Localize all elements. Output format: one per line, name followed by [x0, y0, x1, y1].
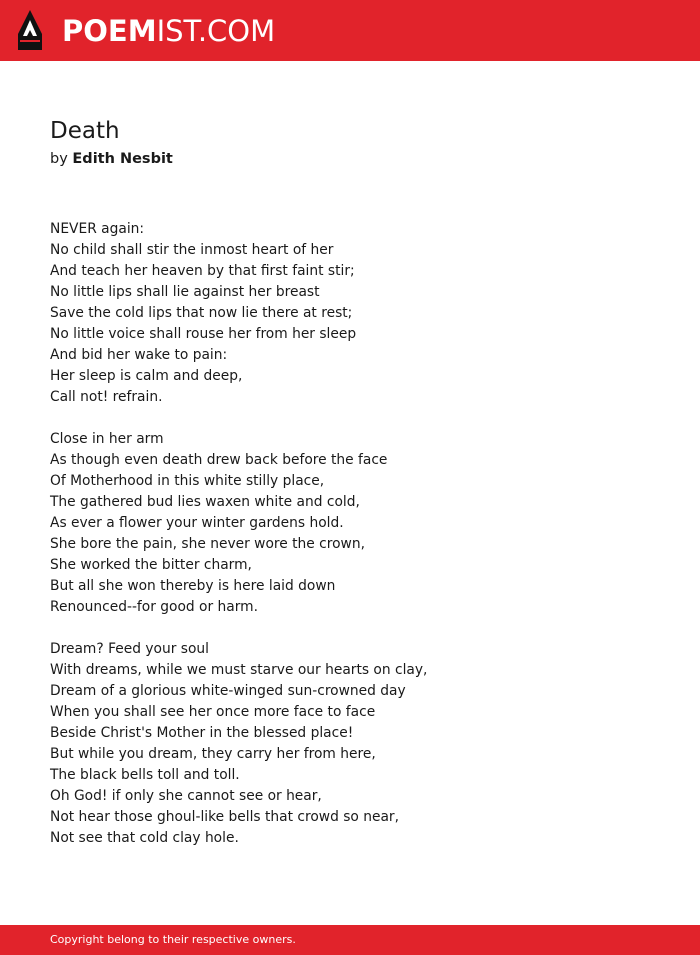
site-footer	[0, 925, 700, 955]
logo-text-light: IST.COM	[156, 14, 276, 48]
poem-line: Oh God! if only she cannot see or hear,	[50, 788, 322, 804]
poem-line: Her sleep is calm and deep,	[50, 368, 243, 384]
poem-line: Save the cold lips that now lie there at rest;	[50, 305, 353, 321]
poem-line: No little voice shall rouse her from her sleep	[50, 326, 357, 342]
poem-line: Not hear those ghoul-like bells that crowd so near,	[50, 809, 399, 825]
poem-line: Renounced--for good or harm.	[50, 599, 259, 615]
poem-line: Beside Christ's Mother in the blessed place!	[50, 725, 354, 741]
byline-prefix: by	[50, 151, 68, 167]
poem-title: Death	[50, 118, 120, 144]
poem-line: Not see that cold clay hole.	[50, 830, 239, 846]
poem-line: With dreams, while we must starve our hearts on clay,	[50, 662, 428, 678]
poem-byline	[50, 149, 173, 169]
poem-line: But while you dream, they carry her from here,	[50, 746, 376, 762]
poem-line: She worked the bitter charm,	[50, 557, 252, 573]
site-logo[interactable]	[62, 11, 275, 51]
pencil-logo-icon	[18, 10, 42, 50]
poem-stanza	[50, 219, 650, 408]
logo-text-strong: POEM	[62, 14, 157, 48]
poem-line: Of Motherhood in this white stilly place,	[50, 473, 325, 489]
poem-stanza	[50, 429, 650, 618]
poem-line: Close in her arm	[50, 431, 164, 447]
poem-line: Dream of a glorious white-winged sun-crowned day	[50, 683, 406, 699]
poem-line: Dream? Feed your soul	[50, 641, 210, 657]
poem-line: No little lips shall lie against her breast	[50, 284, 320, 300]
poem-line: No child shall stir the inmost heart of her	[50, 242, 334, 258]
poem-line: She bore the pain, she never wore the crown,	[50, 536, 365, 552]
poem-line: As ever a flower your winter gardens hold.	[50, 515, 344, 531]
copyright-text: Copyright belong to their respective owners.	[50, 933, 296, 946]
poem-line: And teach her heaven by that first faint stir;	[50, 263, 355, 279]
poem-stanza	[50, 639, 650, 849]
poem-line: But all she won thereby is here laid down	[50, 578, 336, 594]
poem-line: NEVER again:	[50, 221, 145, 237]
poem-author: Edith Nesbit	[72, 151, 173, 167]
poem-line: The gathered bud lies waxen white and cold,	[50, 494, 360, 510]
poem-line: The black bells toll and toll.	[50, 767, 240, 783]
poem-line: Call not! refrain.	[50, 389, 163, 405]
poem-line: And bid her wake to pain:	[50, 347, 228, 363]
poem-line: When you shall see her once more face to face	[50, 704, 376, 720]
poem-body	[50, 219, 650, 870]
poem-line: As though even death drew back before the face	[50, 452, 388, 468]
site-header	[0, 0, 700, 61]
